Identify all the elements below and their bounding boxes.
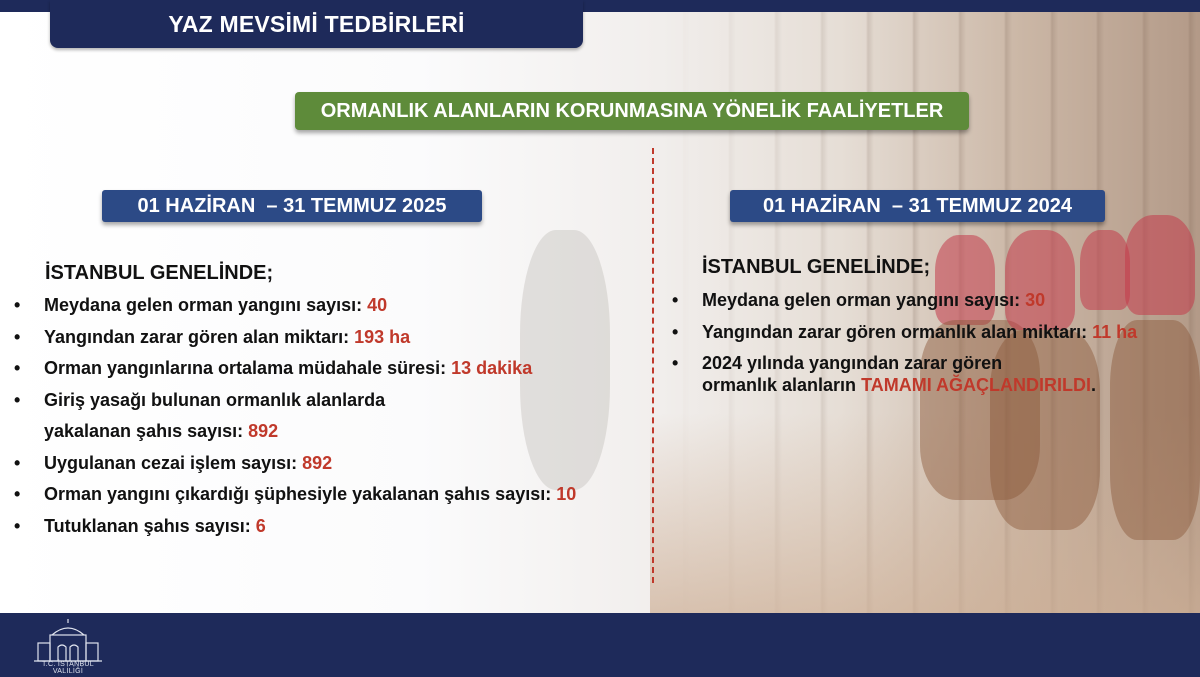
list-item: • Tutuklanan şahıs sayısı: 6: [14, 515, 576, 537]
list-item: • Meydana gelen orman yangını sayısı: 40: [14, 294, 576, 316]
stat-value: 892: [248, 421, 279, 441]
slide-title: YAZ MEVSİMİ TEDBİRLERİ: [168, 10, 465, 37]
footer-bar: [0, 613, 1200, 677]
stat-value: 892: [302, 452, 333, 473]
period-2025-label: 01 HAZİRAN – 31 TEMMUZ 2025: [137, 194, 447, 217]
column-divider: [652, 148, 654, 583]
stat-value: 11 ha: [1092, 321, 1138, 342]
list-item: • Uygulanan cezai işlem sayısı: 892: [14, 452, 576, 474]
logo-caption: T.C. İSTANBUL VALİLİĞİ: [41, 661, 94, 675]
slide-title-box: [50, 0, 583, 48]
stats-2025-list: [14, 294, 576, 546]
stat-value: 40: [367, 295, 388, 315]
right-heading: İSTANBUL GENELİNDE;: [702, 256, 931, 278]
list-item: • 2024 yılında yangından zarar gören ormanlık alanların TAMAMI AĞAÇLANDIRILDI.: [672, 352, 1137, 396]
period-2024-box: [730, 190, 1105, 222]
stat-value: 13 dakika: [451, 358, 533, 378]
list-item: • Yangından zarar gören alan miktarı: 193 ha: [14, 326, 576, 348]
section-subtitle-box: [295, 92, 969, 130]
stat-value: 10: [556, 484, 577, 504]
stat-value: 193 ha: [354, 326, 411, 347]
list-item: • Giriş yasağı bulunan ormanlık alanlarda: [14, 389, 576, 411]
list-item: • Yangından zarar gören ormanlık alan miktarı: 11 ha: [672, 321, 1137, 343]
period-2025-box: [102, 190, 482, 222]
list-item-continuation: yakalanan şahıs sayısı: 892: [44, 421, 279, 441]
list-item: • Orman yangını çıkardığı şüphesiyle yakalanan şahıs sayısı: 10: [14, 483, 576, 505]
stat-value: 30: [1025, 290, 1046, 310]
stat-value: 6: [255, 515, 266, 536]
list-item: • Meydana gelen orman yangını sayısı: 30: [672, 289, 1137, 311]
stats-2024-list: [672, 289, 1137, 406]
stat-value: TAMAMI AĞAÇLANDIRILDI: [861, 375, 1092, 395]
period-2024-label: 01 HAZİRAN – 31 TEMMUZ 2024: [763, 194, 1072, 217]
section-subtitle: ORMANLIK ALANLARIN KORUNMASINA YÖNELİK FAALİYETLER: [320, 99, 944, 122]
list-item: • Orman yangınlarına ortalama müdahale süresi: 13 dakika: [14, 357, 576, 379]
left-heading: İSTANBUL GENELİNDE;: [45, 262, 274, 284]
